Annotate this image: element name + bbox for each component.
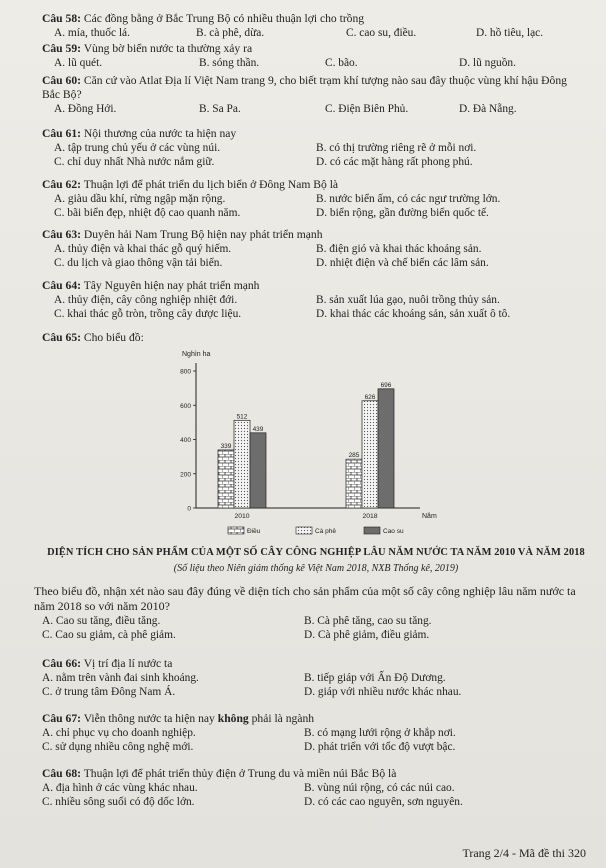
question-text: Các đồng bằng ở Bắc Trung Bộ có nhiều thuận lợi cho trồng — [83, 12, 365, 25]
option-a[interactable]: A. mía, thuốc lá. — [54, 27, 130, 39]
question-58 — [42, 12, 582, 40]
question-64 — [42, 279, 582, 321]
bar — [346, 459, 362, 508]
bar-chart — [168, 346, 468, 542]
question-text: Theo biểu đồ, nhận xét nào sau đây đúng về diện tích cho sản phẩm của một số cây công nghiệp lâu năm nước ta năm 2018 so với năm 2010? — [34, 584, 576, 613]
legend-label: Cao su — [383, 528, 404, 535]
question-61 — [42, 127, 582, 169]
option-b[interactable]: B. nước biển ấm, có các ngư trường lớn. — [316, 193, 501, 205]
page-footer: Trang 2/4 - Mã đề thi 320 — [462, 846, 586, 860]
option-a[interactable]: A. nằm trên vành đai sinh khoáng. — [42, 672, 199, 684]
data-label: 285 — [348, 452, 360, 460]
question-60 — [42, 74, 582, 116]
chart-source: (Số liệu theo Niên giám thống kê Việt Nam 2018, NXB Thống kê, 2019) — [173, 563, 459, 574]
data-label: 696 — [380, 381, 392, 389]
option-b[interactable]: B. tiếp giáp với Ấn Độ Dương. — [304, 672, 446, 684]
option-a[interactable]: A. giàu dầu khí, rừng ngập mặn rộng. — [54, 193, 226, 205]
legend-swatch — [364, 527, 380, 534]
data-label: 439 — [252, 425, 264, 433]
bar — [378, 389, 394, 508]
question-number: Câu 58: — [42, 12, 81, 25]
option-c[interactable]: C. ở trung tâm Đông Nam Á. — [42, 686, 176, 698]
option-d[interactable]: D. giáp với nhiều nước khác nhau. — [304, 686, 462, 698]
option-a[interactable]: A. Cao su tăng, điều tăng. — [42, 615, 161, 627]
option-d[interactable]: D. nhiệt điện và chế biến các lâm sản. — [316, 257, 489, 269]
bar — [218, 450, 234, 508]
option-b[interactable]: B. sản xuất lúa gạo, nuôi trồng thủy sản. — [316, 294, 500, 306]
option-b[interactable]: B. Sa Pa. — [199, 103, 241, 115]
option-b[interactable]: B. sóng thần. — [199, 57, 260, 69]
option-b[interactable]: B. có thị trường riêng rẽ ở mỗi nơi. — [316, 142, 477, 154]
option-c[interactable]: C. bãi biển đẹp, nhiệt độ cao quanh năm. — [54, 207, 241, 219]
x-axis-label: Năm — [422, 513, 437, 520]
question-text: Nội thương của nước ta hiện nay — [83, 127, 237, 140]
option-d[interactable]: D. hồ tiêu, lạc. — [476, 27, 544, 39]
question-text: Cho biểu đồ: — [83, 331, 144, 344]
option-d[interactable]: D. Đà Nẵng. — [459, 103, 517, 115]
legend-label: Cà phê — [315, 528, 336, 535]
question-67 — [42, 712, 582, 754]
question-text-post: phải là ngành — [248, 712, 315, 725]
option-d[interactable]: D. phát triển với tốc độ vượt bậc. — [304, 741, 456, 753]
question-65 — [42, 331, 582, 345]
question-number: Câu 63: — [42, 228, 81, 241]
bar — [234, 420, 250, 508]
y-axis-label: Nghìn ha — [182, 351, 211, 358]
question-63 — [42, 228, 582, 270]
question-text-emphasis: không — [217, 712, 249, 725]
data-label: 512 — [236, 413, 248, 421]
question-text: Duyên hải Nam Trung Bộ hiện nay phát triển mạnh — [83, 228, 323, 241]
option-d[interactable]: D. khai thác các khoáng sản, sản xuất ô tô. — [316, 308, 511, 320]
question-65-stem — [34, 584, 582, 642]
option-a[interactable]: A. Đồng Hới. — [54, 103, 117, 115]
question-59 — [42, 42, 582, 70]
option-c[interactable]: C. du lịch và giao thông vận tải biển. — [54, 257, 223, 269]
legend-label: Điều — [247, 528, 261, 535]
option-a[interactable]: A. lũ quét. — [54, 57, 103, 69]
option-c[interactable]: C. khai thác gỗ tròn, trồng cây dược liệu. — [54, 308, 242, 320]
option-c[interactable]: C. chỉ duy nhất Nhà nước nắm giữ. — [54, 156, 215, 168]
data-label: 626 — [364, 393, 376, 401]
y-tick-label: 800 — [180, 368, 191, 376]
x-tick-label: 2018 — [362, 513, 378, 520]
option-b[interactable]: B. có mạng lưới rộng ở khắp nơi. — [304, 727, 456, 739]
y-tick-label: 400 — [180, 437, 191, 444]
bar — [250, 433, 266, 508]
option-b[interactable]: B. vùng núi rộng, có các núi cao. — [304, 782, 455, 794]
question-number: Câu 59: — [42, 42, 81, 55]
y-tick-label: 200 — [180, 471, 191, 479]
data-label: 339 — [220, 442, 232, 450]
question-number: Câu 64: — [42, 279, 81, 292]
question-number: Câu 66: — [42, 657, 81, 670]
option-a[interactable]: A. chỉ phục vụ cho doanh nghiệp. — [42, 727, 196, 739]
option-c[interactable]: C. cao su, điều. — [346, 27, 417, 39]
question-text: Tây Nguyên hiện nay phát triển mạnh — [83, 279, 260, 292]
option-b[interactable]: B. cà phê, dừa. — [196, 27, 265, 39]
option-d[interactable]: D. biển rộng, gần đường biển quốc tế. — [316, 207, 489, 219]
legend-swatch — [228, 527, 244, 534]
option-d[interactable]: D. Cà phê giảm, điều giảm. — [304, 629, 430, 641]
option-c[interactable]: C. Điện Biên Phủ. — [325, 103, 409, 115]
question-number: Câu 65: — [42, 331, 81, 344]
option-c[interactable]: C. Cao su giảm, cà phê giảm. — [42, 629, 176, 641]
question-text: Vùng bờ biển nước ta thường xảy ra — [83, 42, 253, 55]
option-c[interactable]: C. bão. — [325, 57, 358, 69]
question-68 — [42, 767, 582, 809]
question-text-pre: Viễn thông nước ta hiện nay — [83, 712, 218, 725]
option-a[interactable]: A. tập trung chủ yếu ở các vùng núi. — [54, 142, 221, 154]
question-text: Vị trí địa lí nước ta — [83, 657, 173, 670]
option-b[interactable]: B. điện gió và khai thác khoáng sản. — [316, 243, 482, 255]
x-tick-label: 2010 — [234, 513, 250, 520]
question-number: Câu 67: — [42, 712, 81, 725]
question-number: Câu 61: — [42, 127, 81, 140]
y-tick-label: 600 — [180, 402, 191, 410]
option-d[interactable]: D. lũ nguồn. — [459, 57, 516, 69]
option-c[interactable]: C. sử dụng nhiều công nghệ mới. — [42, 741, 194, 753]
question-text: Thuận lợi để phát triển du lịch biển ở Đông Nam Bộ là — [83, 178, 339, 191]
question-text: Căn cứ vào Atlat Địa lí Việt Nam trang 9, cho biết trạm khí tượng nào sau đây thuộc vùng khí hậu Đông Bắc Bộ? — [42, 74, 567, 101]
question-number: Câu 60: — [42, 74, 81, 87]
question-66 — [42, 657, 582, 699]
option-d[interactable]: D. có các cao nguyên, sơn nguyên. — [304, 796, 463, 808]
option-a[interactable]: A. thủy điện, cây công nghiệp nhiệt đới. — [54, 294, 238, 306]
question-62 — [42, 178, 582, 220]
question-text: Thuận lợi để phát triển thủy điện ở Trung du và miền núi Bắc Bộ là — [83, 767, 397, 780]
option-c[interactable]: C. nhiều sông suối có độ dốc lớn. — [42, 796, 195, 808]
option-a[interactable]: A. địa hình ở các vùng khác nhau. — [42, 782, 198, 794]
option-a[interactable]: A. thủy điện và khai thác gỗ quý hiếm. — [54, 243, 232, 255]
legend-swatch — [296, 527, 312, 534]
y-tick-label: 0 — [187, 505, 191, 513]
option-b[interactable]: B. Cà phê tăng, cao su tăng. — [304, 615, 432, 627]
bar — [362, 401, 378, 508]
chart-title: DIỆN TÍCH CHO SẢN PHẨM CỦA MỘT SỐ CÂY CÔNG NGHIỆP LÂU NĂM NƯỚC TA NĂM 2010 VÀ NĂM 2018 — [47, 547, 585, 558]
option-d[interactable]: D. có các mặt hàng rất phong phú. — [316, 156, 473, 168]
question-number: Câu 68: — [42, 767, 81, 780]
question-number: Câu 62: — [42, 178, 81, 191]
